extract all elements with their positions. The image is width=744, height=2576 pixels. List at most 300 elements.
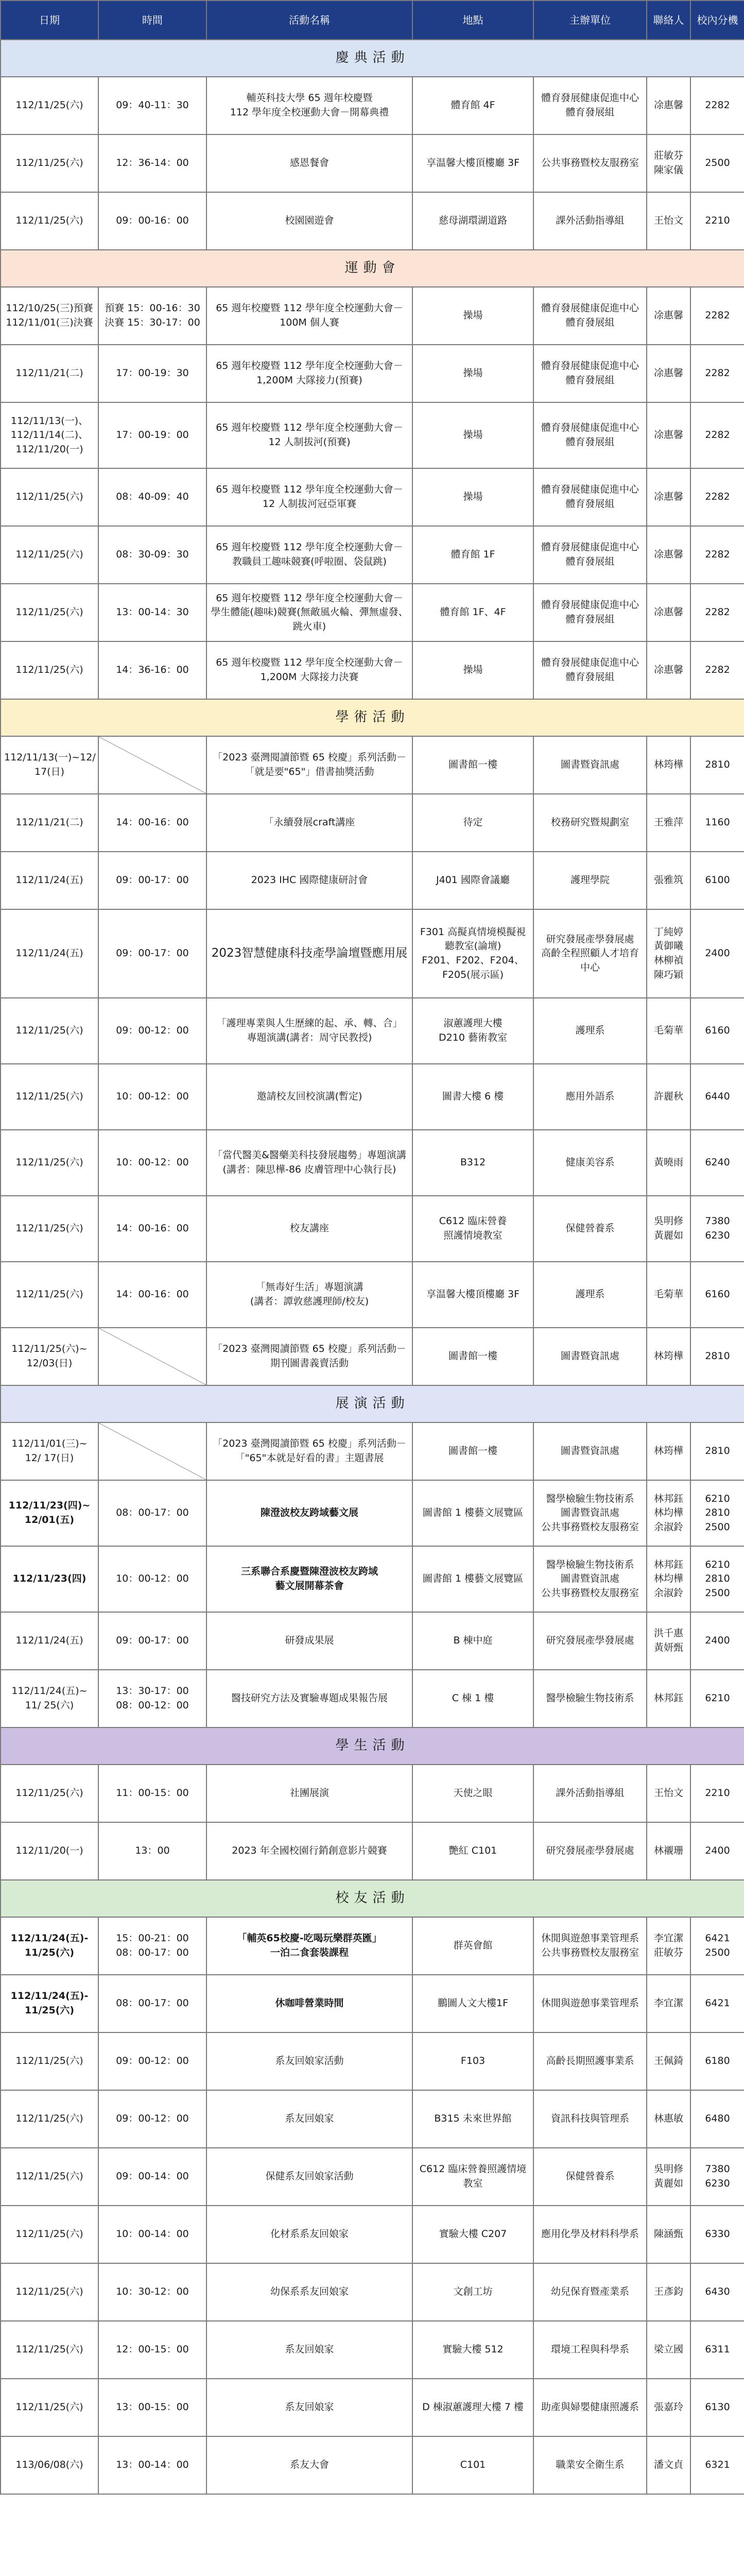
header-org: 主辦單位: [533, 1, 647, 40]
cell-time: 10：30-12：00: [98, 2263, 206, 2321]
cell-ext: 6240: [690, 1130, 744, 1196]
cell-ext: 2282: [690, 468, 744, 526]
cell-org: 課外活動指導組: [533, 1765, 647, 1822]
cell-time: 08：30-09：30: [98, 526, 206, 584]
cell-contact: 林筠樺: [647, 1422, 690, 1480]
cell-ext: 6321: [690, 2436, 744, 2494]
cell-contact: 陳涵甄: [647, 2206, 690, 2263]
cell-venue: 淑蕙護理大樓 D210 藝術教室: [412, 998, 533, 1064]
cell-time: 14：00-16：00: [98, 1262, 206, 1328]
cell-org: 環境工程與科學系: [533, 2321, 647, 2379]
cell-date: 112/11/21(二): [1, 345, 98, 402]
cell-ext: 2810: [690, 1422, 744, 1480]
cell-event: 系友大會: [206, 2436, 412, 2494]
cell-venue: 文創工坊: [412, 2263, 533, 2321]
table-row: [1, 2090, 744, 2148]
table-row: [1, 2321, 744, 2379]
cell-time: 12：36-14：00: [98, 134, 206, 192]
table-row: [1, 192, 744, 250]
header-ext: 校內分機: [690, 1, 744, 40]
table-row: [1, 852, 744, 909]
cell-venue: C612 臨床營養照護情境 教室: [412, 2148, 533, 2206]
cell-org: 保健營養系: [533, 1196, 647, 1262]
cell-event: 保健系友回娘家活動: [206, 2148, 412, 2206]
cell-contact: 王怡文: [647, 1765, 690, 1822]
cell-time: 12：00-15：00: [98, 2321, 206, 2379]
cell-time: 09：00-14：00: [98, 2148, 206, 2206]
cell-date: 112/11/13(一)~12/ 17(日): [1, 736, 98, 794]
cell-date: 112/11/25(六): [1, 1130, 98, 1196]
cell-venue: 享温馨大樓頂樓廳 3F: [412, 134, 533, 192]
cell-event: 65 週年校慶暨 112 學年度全校運動大會－ 教職員工趣味競賽(呼啦圈、袋鼠跳): [206, 526, 412, 584]
cell-org: 醫學檢驗生物技術系: [533, 1670, 647, 1727]
cell-venue: 圖書館 1 樓藝文展覽區: [412, 1480, 533, 1546]
cell-venue: D 棟淑蕙護理大樓 7 樓: [412, 2379, 533, 2436]
section-title: 學術活動: [1, 699, 744, 736]
cell-date: 112/11/25(六): [1, 2321, 98, 2379]
table-row: [1, 345, 744, 402]
table-row: [1, 1130, 744, 1196]
cell-org: 護理系: [533, 998, 647, 1064]
cell-ext: 7380 6230: [690, 2148, 744, 2206]
cell-ext: 6480: [690, 2090, 744, 2148]
cell-org: 研究發展產學發展處 高齡全程照顧人才培育中心: [533, 909, 647, 998]
cell-org: 體育發展健康促進中心 體育發展組: [533, 641, 647, 699]
cell-ext: 2400: [690, 909, 744, 998]
schedule-body: [1, 40, 744, 2494]
cell-event: 「無毒好生活」專題演講 (講者：譚敦慈護理師/校友): [206, 1262, 412, 1328]
table-row: [1, 736, 744, 794]
table-row: [1, 2263, 744, 2321]
cell-ext: 6210 2810 2500: [690, 1546, 744, 1612]
cell-ext: 6180: [690, 2032, 744, 2090]
cell-date: 112/11/25(六): [1, 2148, 98, 2206]
cell-event: 2023 IHC 國際健康研討會: [206, 852, 412, 909]
cell-ext: 6421: [690, 1975, 744, 2032]
cell-date: 112/11/21(二): [1, 794, 98, 852]
section-header-sports: [1, 250, 744, 287]
cell-event: 「2023 臺灣閱讀節暨 65 校慶」系列活動－ 「就是要"65"」借書抽獎活動: [206, 736, 412, 794]
cell-contact: 黃曉雨: [647, 1130, 690, 1196]
cell-event: 「2023 臺灣閱讀節暨 65 校慶」系列活動－ 「"65"本就是好看的書」主題書展: [206, 1422, 412, 1480]
cell-venue: 體育館 4F: [412, 77, 533, 134]
cell-contact: 林筠樺: [647, 1328, 690, 1385]
cell-venue: 天使之眼: [412, 1765, 533, 1822]
table-row: [1, 1480, 744, 1546]
cell-contact: 王彥鈞: [647, 2263, 690, 2321]
cell-ext: 7380 6230: [690, 1196, 744, 1262]
cell-contact: 莊敏芬 陳家儀: [647, 134, 690, 192]
table-row: [1, 1670, 744, 1727]
cell-time: 13：30-17：00 08：00-12：00: [98, 1670, 206, 1727]
cell-org: 圖書暨資訊處: [533, 736, 647, 794]
header-row: [1, 1, 744, 40]
cell-contact: 凃惠馨: [647, 287, 690, 345]
cell-event: 65 週年校慶暨 112 學年度全校運動大會－ 100M 個人賽: [206, 287, 412, 345]
cell-ext: 6210 2810 2500: [690, 1480, 744, 1546]
cell-org: 體育發展健康促進中心 體育發展組: [533, 77, 647, 134]
header-contact: 聯絡人: [647, 1, 690, 40]
cell-time: 09：00-12：00: [98, 998, 206, 1064]
cell-time: 08：00-17：00: [98, 1975, 206, 2032]
cell-event: 「永續發展craft講座: [206, 794, 412, 852]
cell-event: 65 週年校慶暨 112 學年度全校運動大會－ 學生體能(趣味)競賽(無敵風火輪、彈無虛發、 跳火車): [206, 584, 412, 641]
cell-venue: 群英會館: [412, 1917, 533, 1975]
cell-venue: 圖書館一樓: [412, 1328, 533, 1385]
cell-event: 系友回娘家: [206, 2379, 412, 2436]
cell-contact: 毛菊華: [647, 998, 690, 1064]
header-venue: 地點: [412, 1, 533, 40]
cell-contact: 林邦鈺 林均樺 余淑鈴: [647, 1480, 690, 1546]
table-row: [1, 2206, 744, 2263]
cell-time: 10：00-12：00: [98, 1130, 206, 1196]
section-title: 慶典活動: [1, 40, 744, 77]
cell-date: 112/11/25(六): [1, 468, 98, 526]
cell-event: 系友回娘家: [206, 2321, 412, 2379]
cell-contact: 許麗秋: [647, 1064, 690, 1130]
cell-org: 體育發展健康促進中心 體育發展組: [533, 468, 647, 526]
cell-contact: 凃惠馨: [647, 402, 690, 468]
cell-ext: 2282: [690, 526, 744, 584]
header-date: 日期: [1, 1, 98, 40]
cell-event: 2023智慧健康科技產學論壇暨應用展: [206, 909, 412, 998]
cell-date: 113/06/08(六): [1, 2436, 98, 2494]
cell-org: 高齡長期照護事業系: [533, 2032, 647, 2090]
cell-org: 醫學檢驗生物技術系 圖書暨資訊處 公共事務暨校友服務室: [533, 1546, 647, 1612]
cell-org: 保健營養系: [533, 2148, 647, 2206]
cell-contact: 潘文貞: [647, 2436, 690, 2494]
section-header-alumni: [1, 1880, 744, 1917]
table-row: [1, 641, 744, 699]
table-row: [1, 584, 744, 641]
cell-event: 「當代醫美&醫藥美科技發展趨勢」專題演講 (講者：陳思樺-86 皮膚管理中心執行長): [206, 1130, 412, 1196]
table-row: [1, 909, 744, 998]
cell-org: 圖書暨資訊處: [533, 1328, 647, 1385]
cell-contact: 林邦鈺: [647, 1670, 690, 1727]
cell-time: 09：00-12：00: [98, 2090, 206, 2148]
cell-event: 陳澄波校友跨域藝文展: [206, 1480, 412, 1546]
cell-venue: 實驗大樓 C207: [412, 2206, 533, 2263]
cell-contact: 吳明修 黃麗如: [647, 2148, 690, 2206]
table-row: [1, 794, 744, 852]
cell-org: 體育發展健康促進中心 體育發展組: [533, 287, 647, 345]
cell-org: 休閒與遊憩事業管理系: [533, 1975, 647, 2032]
cell-venue: B 棟中庭: [412, 1612, 533, 1670]
cell-org: 休閒與遊憩事業管理系 公共事務暨校友服務室: [533, 1917, 647, 1975]
cell-org: 體育發展健康促進中心 體育發展組: [533, 584, 647, 641]
table-row: [1, 402, 744, 468]
cell-event: 感恩餐會: [206, 134, 412, 192]
cell-event: 輔英科技大學 65 週年校慶暨 112 學年度全校運動大會－開幕典禮: [206, 77, 412, 134]
section-header-student: [1, 1727, 744, 1765]
cell-time: 13：00-14：00: [98, 2436, 206, 2494]
cell-ext: 2500: [690, 134, 744, 192]
cell-date: 112/11/24(五): [1, 1612, 98, 1670]
cell-time: 13：00-14：30: [98, 584, 206, 641]
cell-time: 15：00-21：00 08：00-17：00: [98, 1917, 206, 1975]
cell-ext: 2400: [690, 1822, 744, 1880]
table-row: [1, 1917, 744, 1975]
cell-ext: 2282: [690, 345, 744, 402]
cell-venue: B312: [412, 1130, 533, 1196]
cell-event: 醫技研究方法及實驗專題成果報告展: [206, 1670, 412, 1727]
table-row: [1, 1546, 744, 1612]
header-time: 時間: [98, 1, 206, 40]
cell-event: 2023 年全國校園行銷創意影片競賽: [206, 1822, 412, 1880]
cell-venue: 圖書館一樓: [412, 736, 533, 794]
cell-date: 112/11/24(五)- 11/25(六): [1, 1917, 98, 1975]
cell-contact: 毛菊華: [647, 1262, 690, 1328]
cell-org: 體育發展健康促進中心 體育發展組: [533, 526, 647, 584]
section-title: 學生活動: [1, 1727, 744, 1765]
table-row: [1, 2032, 744, 2090]
cell-event: 65 週年校慶暨 112 學年度全校運動大會－ 12 人制拔河冠亞軍賽: [206, 468, 412, 526]
cell-ext: 6160: [690, 998, 744, 1064]
table-row: [1, 1196, 744, 1262]
cell-time: 預賽 15：00-16：30 決賽 15：30-17：00: [98, 287, 206, 345]
cell-contact: 李宜潔: [647, 1975, 690, 2032]
cell-date: 112/11/20(一): [1, 1822, 98, 1880]
cell-date: 112/11/25(六): [1, 1064, 98, 1130]
cell-time: 11：00-15：00: [98, 1765, 206, 1822]
cell-contact: 林惠敏: [647, 2090, 690, 2148]
cell-ext: 6130: [690, 2379, 744, 2436]
section-header-academic: [1, 699, 744, 736]
cell-venue: B315 未來世界館: [412, 2090, 533, 2148]
cell-time: 09：00-12：00: [98, 2032, 206, 2090]
cell-contact: 林筠樺: [647, 736, 690, 794]
cell-date: 112/11/25(六): [1, 526, 98, 584]
cell-event: 65 週年校慶暨 112 學年度全校運動大會－ 1,200M 大隊接力(預賽): [206, 345, 412, 402]
cell-date: 112/11/23(四)~ 12/01(五): [1, 1480, 98, 1546]
cell-time: [98, 1422, 206, 1480]
cell-venue: F103: [412, 2032, 533, 2090]
cell-date: 112/11/25(六): [1, 1262, 98, 1328]
cell-event: 幼保系系友回娘家: [206, 2263, 412, 2321]
cell-date: 112/11/25(六): [1, 2206, 98, 2263]
table-row: [1, 2379, 744, 2436]
cell-contact: 丁純婷 黃御曦 林柳禎 陳巧穎: [647, 909, 690, 998]
cell-date: 112/11/25(六)~ 12/03(日): [1, 1328, 98, 1385]
table-row: [1, 2436, 744, 2494]
cell-time: 17：00-19：30: [98, 345, 206, 402]
cell-ext: 6440: [690, 1064, 744, 1130]
cell-contact: 王佩錡: [647, 2032, 690, 2090]
cell-time: 14：36-16：00: [98, 641, 206, 699]
cell-event: 休咖啡營業時間: [206, 1975, 412, 2032]
cell-event: 系友回娘家活動: [206, 2032, 412, 2090]
cell-ext: 2810: [690, 736, 744, 794]
cell-date: 112/11/25(六): [1, 1196, 98, 1262]
cell-event: 化材系系友回娘家: [206, 2206, 412, 2263]
cell-venue: 操場: [412, 468, 533, 526]
table-row: [1, 1064, 744, 1130]
cell-org: 助產與婦嬰健康照護系: [533, 2379, 647, 2436]
cell-event: 「護理專業與人生歷練的起、承、轉、合」 專題演講(講者：周守民教授): [206, 998, 412, 1064]
table-row: [1, 2148, 744, 2206]
cell-venue: J401 國際會議廳: [412, 852, 533, 909]
cell-time: 10：00-14：00: [98, 2206, 206, 2263]
table-row: [1, 1975, 744, 2032]
cell-time: 09：00-17：00: [98, 1612, 206, 1670]
cell-time: 10：00-12：00: [98, 1546, 206, 1612]
cell-org: 健康美容系: [533, 1130, 647, 1196]
cell-time: 14：00-16：00: [98, 1196, 206, 1262]
cell-venue: C612 臨床營養 照護情境教室: [412, 1196, 533, 1262]
cell-org: 課外活動指導組: [533, 192, 647, 250]
cell-venue: 體育館 1F: [412, 526, 533, 584]
cell-org: 幼兒保育暨產業系: [533, 2263, 647, 2321]
table-row: [1, 1765, 744, 1822]
cell-ext: 2210: [690, 192, 744, 250]
cell-date: 112/11/23(四): [1, 1546, 98, 1612]
cell-contact: 林邦鈺 林均樺 余淑鈴: [647, 1546, 690, 1612]
cell-ext: 2282: [690, 641, 744, 699]
cell-org: 應用化學及材料科學系: [533, 2206, 647, 2263]
table-row: [1, 1328, 744, 1385]
cell-time: 14：00-16：00: [98, 794, 206, 852]
cell-time: [98, 1328, 206, 1385]
cell-date: 112/11/25(六): [1, 641, 98, 699]
section-header-activity: [1, 40, 744, 77]
cell-date: 112/11/25(六): [1, 584, 98, 641]
cell-org: 應用外語系: [533, 1064, 647, 1130]
cell-date: 112/11/25(六): [1, 998, 98, 1064]
cell-contact: 凃惠馨: [647, 468, 690, 526]
cell-org: 職業安全衛生系: [533, 2436, 647, 2494]
cell-contact: 王雅萍: [647, 794, 690, 852]
cell-event: 「輔英65校慶-吃喝玩樂群英匯」 一泊二食套裝課程: [206, 1917, 412, 1975]
cell-contact: 王怡文: [647, 192, 690, 250]
cell-date: 112/11/25(六): [1, 1765, 98, 1822]
cell-time: 08：40-09：40: [98, 468, 206, 526]
table-row: [1, 1262, 744, 1328]
cell-date: 112/11/25(六): [1, 2032, 98, 2090]
cell-venue: 圖書大樓 6 樓: [412, 1064, 533, 1130]
cell-time: 09：00-17：00: [98, 909, 206, 998]
cell-event: 65 週年校慶暨 112 學年度全校運動大會－ 1,200M 大隊接力決賽: [206, 641, 412, 699]
cell-contact: 張嘉玲: [647, 2379, 690, 2436]
cell-venue: 圖書館一樓: [412, 1422, 533, 1480]
cell-date: 112/11/24(五)~ 11/ 25(六): [1, 1670, 98, 1727]
cell-date: 112/11/25(六): [1, 192, 98, 250]
cell-contact: 李宜潔 莊敏芬: [647, 1917, 690, 1975]
cell-org: 體育發展健康促進中心 體育發展組: [533, 402, 647, 468]
cell-event: 社團展演: [206, 1765, 412, 1822]
cell-ext: 2210: [690, 1765, 744, 1822]
table-row: [1, 77, 744, 134]
cell-date: 112/10/25(三)預賽 112/11/01(三)決賽: [1, 287, 98, 345]
section-title: 展演活動: [1, 1385, 744, 1422]
cell-venue: 享温馨大樓頂樓廳 3F: [412, 1262, 533, 1328]
table-row: [1, 134, 744, 192]
cell-time: 09：00-17：00: [98, 852, 206, 909]
cell-org: 醫學檢驗生物技術系 圖書暨資訊處 公共事務暨校友服務室: [533, 1480, 647, 1546]
section-title: 運動會: [1, 250, 744, 287]
table-row: [1, 1422, 744, 1480]
cell-date: 112/11/25(六): [1, 2263, 98, 2321]
cell-date: 112/11/24(五): [1, 909, 98, 998]
cell-ext: 6330: [690, 2206, 744, 2263]
cell-ext: 1160: [690, 794, 744, 852]
cell-event: 校友講座: [206, 1196, 412, 1262]
table-row: [1, 1822, 744, 1880]
cell-org: 體育發展健康促進中心 體育發展組: [533, 345, 647, 402]
cell-time: 08：00-17：00: [98, 1480, 206, 1546]
cell-date: 112/11/25(六): [1, 77, 98, 134]
table-row: [1, 1612, 744, 1670]
cell-date: 112/11/13(一)、 112/11/14(二)、 112/11/20(一): [1, 402, 98, 468]
cell-event: 研發成果展: [206, 1612, 412, 1670]
cell-event: 系友回娘家: [206, 2090, 412, 2148]
cell-contact: 凃惠馨: [647, 345, 690, 402]
cell-contact: 張雅筑: [647, 852, 690, 909]
cell-ext: 2282: [690, 402, 744, 468]
header-event: 活動名稱: [206, 1, 412, 40]
cell-venue: 操場: [412, 402, 533, 468]
cell-org: 公共事務暨校友服務室: [533, 134, 647, 192]
cell-venue: 操場: [412, 641, 533, 699]
cell-date: 112/11/24(五): [1, 852, 98, 909]
cell-venue: 艷紅 C101: [412, 1822, 533, 1880]
cell-contact: 吳明修 黃麗如: [647, 1196, 690, 1262]
cell-org: 圖書暨資訊處: [533, 1422, 647, 1480]
cell-event: 「2023 臺灣閱讀節暨 65 校慶」系列活動－ 期刊圖書義賣活動: [206, 1328, 412, 1385]
cell-ext: 2282: [690, 287, 744, 345]
cell-ext: 6210: [690, 1670, 744, 1727]
cell-venue: 待定: [412, 794, 533, 852]
cell-time: 09：40-11：30: [98, 77, 206, 134]
cell-org: 護理學院: [533, 852, 647, 909]
cell-venue: 操場: [412, 345, 533, 402]
cell-venue: 體育館 1F、4F: [412, 584, 533, 641]
cell-ext: 2810: [690, 1328, 744, 1385]
cell-time: 17：00-19：00: [98, 402, 206, 468]
cell-venue: C101: [412, 2436, 533, 2494]
section-title: 校友活動: [1, 1880, 744, 1917]
cell-venue: 鵬圖人文大樓1F: [412, 1975, 533, 2032]
cell-time: 09：00-16：00: [98, 192, 206, 250]
cell-event: 三系聯合系慶暨陳澄波校友跨域 藝文展開幕茶會: [206, 1546, 412, 1612]
table-row: [1, 526, 744, 584]
cell-contact: 凃惠馨: [647, 641, 690, 699]
cell-org: 研究發展產學發展處: [533, 1612, 647, 1670]
cell-org: 護理系: [533, 1262, 647, 1328]
cell-ext: 6311: [690, 2321, 744, 2379]
cell-time: 10：00-12：00: [98, 1064, 206, 1130]
table-row: [1, 287, 744, 345]
cell-date: 112/11/01(三)~ 12/ 17(日): [1, 1422, 98, 1480]
cell-ext: 2282: [690, 77, 744, 134]
cell-venue: C 棟 1 樓: [412, 1670, 533, 1727]
cell-time: 13：00: [98, 1822, 206, 1880]
cell-venue: 實驗大樓 512: [412, 2321, 533, 2379]
cell-contact: 梁立國: [647, 2321, 690, 2379]
cell-time: [98, 736, 206, 794]
cell-ext: 6421 2500: [690, 1917, 744, 1975]
cell-org: 研究發展產學發展處: [533, 1822, 647, 1880]
table-row: [1, 998, 744, 1064]
cell-date: 112/11/24(五)- 11/25(六): [1, 1975, 98, 2032]
cell-date: 112/11/25(六): [1, 2379, 98, 2436]
cell-time: 13：00-15：00: [98, 2379, 206, 2436]
section-header-exhibit: [1, 1385, 744, 1422]
cell-event: 校園園遊會: [206, 192, 412, 250]
cell-ext: 6100: [690, 852, 744, 909]
cell-date: 112/11/25(六): [1, 134, 98, 192]
cell-contact: 林襯珊: [647, 1822, 690, 1880]
cell-contact: 凃惠馨: [647, 526, 690, 584]
